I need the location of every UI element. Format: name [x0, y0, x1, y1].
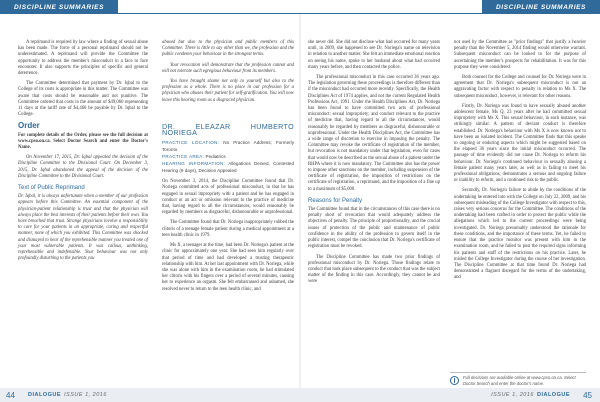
right-publication: ISSUE 1, 2016 DIALOGUE [491, 392, 570, 398]
section-header-right: DISCIPLINE SUMMARIES [482, 0, 600, 14]
paragraph: You have brought shame not only to yourself but also to the profession as a whole. There is no place in our profession for a physician who abuses their patient for self-gratification. You will now leave this hearing room as a disgraced physician. [162, 79, 294, 103]
reprimand-heading: Text of Public Reprimand [18, 185, 85, 192]
paragraph: not used by the Committee as "prior findings" that justify a heavier penalty than the November 5, 2014 finding would otherwise warrant. Subsequent misconduct can be looked to for the purpose of ascertaining the member's prospects for rehabilitation. It was for this purpose they were considered. [454, 40, 586, 70]
left-publication: DIALOGUE ISSUE 1, 2016 [28, 392, 107, 398]
right-column-1 [308, 40, 440, 290]
full-decision-note [450, 372, 586, 388]
paragraph: The Discipline Committee has made two prior findings of professional misconduct by Dr. Noriega. Those findings relate to conduct that took place subsequent to the conduct that was the subject matter of the finding in this case. Accordingly, they cannot be and were [308, 254, 440, 285]
order-paragraph: For complete details of the Order, please see the full decision at www.cpso.on.ca. Select Doctor Search and enter the Doctor's Name. [18, 132, 148, 151]
paragraph: Your revocation will demonstrate that the profession cannot and will not tolerate such egregious behaviour from its members. [162, 62, 294, 74]
page-gutter [299, 14, 301, 388]
doctor-name-heading: DR. ELEAZAR HUMBERTO NORIEGA [162, 121, 294, 138]
note-text: Full decisions are available online at www.cpso.on.ca. Select Doctor Search and enter the doctor's name. [463, 375, 576, 386]
paragraph: The Committee found that Dr. Noriega inappropriately rubbed the clitoris of a teenage female patient during a medical appointment at a teen health clinic in 1979. [162, 220, 294, 238]
right-page-number: 45 [583, 390, 592, 400]
paragraph: The Committee found that in the circumstances of this case there is no penalty short of revocation that would adequately address the objectives of penalty. The principle of proportionality, and the crucial issues of protection of the public and maintenance of public confidence in the ability of the profession to govern itself in the public interest, compel the conclusion that Dr. Noriega's certificate of registration must be revoked. [308, 207, 440, 250]
hearing-information: HEARING INFORMATION: Allegations Denied, Contested Hearing (9 days), Decision Appealed [162, 161, 294, 173]
left-column-1 [18, 40, 148, 267]
practice-location: PRACTICE LOCATION: No Practice Address; Formerly Toronto [162, 140, 294, 152]
paragraph: A reprimand is required by law where a finding of sexual abuse has been made. The force of a personal reprimand should not be underestimated. A reprimand will provide the Committee the opportunity to address the member's misconduct in a face to face encounter. It also supports the principles of specific and general deterrence. [18, 40, 148, 77]
reprimand-paragraph: Dr. Iqbal, it is always unfortunate when a member of our profession appears before this Committee. An essential component of the physician-patient relationship is trust and that the physician will always place the best interests of their patients before their own. You have breached that trust. Strange physicians involve a responsibility to care for your patients in an appropriate, caring and respectful manner, none of which you exhibited. This Committee was shocked and dismayed to hear of the reprehensible manner you treated one of your most vulnerable patients. It was callous, unthinking, reprehensible and indefensible. Your behaviour was not only profoundly disturbing to the patients you [18, 194, 148, 262]
paragraph: Ms X, a teenager at the time, had been Dr. Noriega's patient at the clinic for approximately one year. She had seen him regularly over that period of time and had developed a trusting therapeutic relationship with him. At her last appointment with Dr. Noriega, while she was alone with him in the examination room, he had stimulated her clitoris with his fingers over a period of several minutes, causing her to experience an orgasm. She felt embarrassed and ashamed, she resolved never to return to the teen health clinic, and [162, 243, 294, 292]
left-column-2 [162, 40, 294, 297]
appeal-paragraph: On November 17, 2015, Dr. Iqbal appealed the decision of the Discipline Committee to the Divisional Court. On December 3, 2015, Dr. Iqbal abandoned the appeal of the decision of the Discipline Committee to the Divisional Court. [18, 155, 148, 179]
footer [0, 388, 600, 402]
order-heading: Order [18, 121, 40, 131]
right-column-2 [454, 40, 586, 286]
paragraph: Firstly, Dr. Noriega was found to have sexually abused another adolescent female, Ms Q, 23 years after he had committed sexual impropriety with Ms X. This sexual behaviour, in each instance, was strikingly similar. A pattern of deviant conduct is therefore established. Dr. Noriega's behaviour with Ms X is now known not to have been an isolated incident. The Committee finds that this speaks to ongoing or enduring aspects which might be suggested based on the elapsed 36 years since the initial misconduct occurred. The passage of time evidently did not cause Dr. Noriega to reform his behaviour. Dr. Noriega's continued behaviour in sexually abusing a female patient many years later, as well as in failing to meet his professional obligations, demonstrates a serious and ongoing failure or inability to reform, and a continued risk to the public. [454, 103, 586, 184]
info-icon [450, 376, 459, 385]
paragraph: abused but also to the physician and public members of this Committee. There is little to say other than we, the profession and the public condemn your behaviour in the strongest terms. [162, 40, 294, 58]
reasons-heading: Reasons for Penalty [308, 197, 363, 204]
paragraph: On November 3, 2014, the Discipline Committee found that Dr. Noriega committed acts of professional misconduct, in that he has engaged in sexual impropriety with a patient and he has engaged in conduct or an act or omission relevant to the practice of medicine that, having regard to all the circumstances, would reasonably be regarded by members as disgraceful, dishonourable or unprofessional. [162, 179, 294, 216]
practice-area: PRACTICE AREA: Pediatrics [162, 154, 226, 160]
paragraph: Both counsel for the College and counsel for Dr. Noriega were in agreement that Dr. Noriega's subsequent misconduct is not an aggravating factor with respect to penalty in relation to Ms X. The subsequent misconduct, however, is relevant for other reasons. [454, 75, 586, 99]
left-page-number: 44 [6, 390, 15, 400]
paragraph: Secondly, Dr. Noriega's failure to abide by the conditions of the undertaking he entered into with the College on July 22, 2009, and his subsequent misleading of the College Investigator with respect to this, raises very serious concerns for the Committee. The conditions of the undertaking had been crafted in order to protect the public while the allegations which led to the current proceedings were being investigated. Dr. Noriega presumably understood the rationale for these conditions, and the importance of these terms. Yet, he failed to ensure that the practice monitor was present with him in the examination room, and he failed to post the required signs informing his patients and staff of the restrictions on his practice. Later, he misled the College Investigator during the course of her investigation. The Discipline Committee at that time found Dr. Noriega had demonstrated a flagrant disregard for the terms of the undertaking, and [454, 188, 586, 281]
paragraph: The professional misconduct in this case occurred 36 years ago. The legislation governing these proceedings is therefore different than if the misconduct had occurred more recently. Specifically, the Health Disciplines Act of 1974 applies, and not the current Regulated Health Professions Act, 1991. Under the Health Disciplines Act, Dr. Noriega has been found to have committed two acts of professional misconduct: sexual impropriety; and conduct relevant to the practice of medicine that, having regard to all the circumstances, would reasonably be regarded by members as disgraceful, dishonourable or unprofessional. Under the Health Disciplines Act, the Committee has a wide range of discretion to exercise in imposing the penalty. The Committee may revoke the certificate of registration of the member, but revocation is not mandatory under that legislation, even for cases that would now be described as the sexual abuse of a patient under the RHPA where it is now mandatory. The Committee also has the power to impose other sanctions on the member, including suspension of the certificate of registration, the imposition of restrictions on the certificate of registration, a reprimand, and the imposition of a fine up to a maximum of $5,000. [308, 75, 440, 192]
paragraph: The Committee determined that payment by Dr. Iqbal to the College of its costs is appropriate in this matter. The Committee was aware that costs should be reasonable and not punitive. The Committee ordered that costs in the amount of $49,060 representing 11 days at the tariff rate of $4,460 be payable by Dr. Iqbal to the College. [18, 81, 148, 118]
section-header-left: DISCIPLINE SUMMARIES [0, 0, 118, 14]
paragraph: she never did. She did not disclose what had occurred for many years until, in 2009, she happened to see Dr. Noriega's name on television in relation to another matter. She felt an immediate emotional reaction on seeing his name, spoke to her husband about what had occurred many years before, and then contacted the police. [308, 40, 440, 70]
